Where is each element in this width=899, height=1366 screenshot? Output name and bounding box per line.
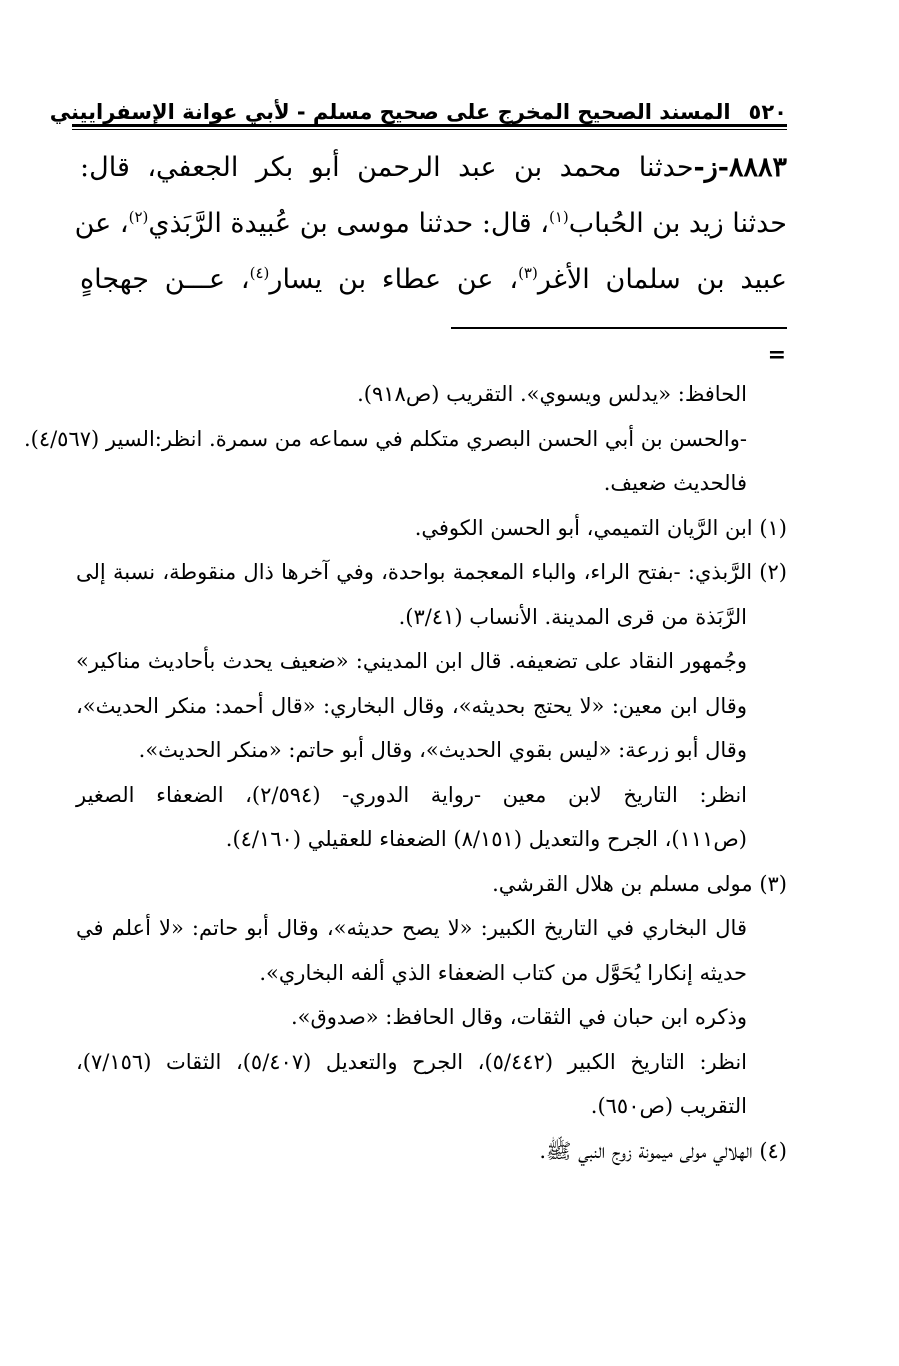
- footnote-2-line: وقال ابن معين: «لا يحتج بحديثه»، وقال البخاري: «قال أحمد: منكر الحديث»،: [76, 693, 747, 718]
- hadith-line-1: ٨٨٨٣-ز-حدثنا محمد بن عبد الرحمن أبو بكر الجعفي، قال:: [80, 152, 787, 183]
- footnote-2-line: انظر: التاريخ لابن معين -رواية الدوري- (٢/٥٩٤)، الضعفاء الصغير: [76, 782, 748, 807]
- hadith-number: ٨٨٨٣-ز-: [693, 152, 787, 183]
- footnote-carry-line: فالحديث ضعيف.: [603, 471, 747, 495]
- running-title: المسند الصحيح المخرج على صحيح مسلم - لأبي عوانة الإسفراييني: [49, 100, 731, 124]
- continuation-mark: =: [767, 342, 786, 368]
- header-rule-thin: [72, 129, 787, 130]
- hadith-text: [74, 140, 787, 308]
- footnote-2-line: الرَّبَذة من قرى المدينة. الأنساب (٣/٤١).: [398, 604, 747, 629]
- footnote-2-line: وقال أبو زرعة: «ليس بقوي الحديث»، وقال أبو حاتم: «منكر الحديث».: [138, 738, 747, 762]
- footnotes: [23, 372, 787, 1173]
- header-rule: [72, 124, 787, 127]
- running-header: [49, 80, 787, 124]
- footnote-3-line: وذكره ابن حبان في الثقات، وقال الحافظ: «صدوق».: [290, 1005, 747, 1029]
- footnote-3-line: انظر: التاريخ الكبير (٥/٤٤٢)، الجرح والتعديل (٥/٤٠٧)، الثقات (٧/١٥٦)،: [76, 1049, 748, 1074]
- footnote-3-line: التقريب (ص٦٥٠).: [590, 1094, 747, 1118]
- footnote-separator: [451, 327, 787, 329]
- footnote-1: (١) ابن الرَّيان التميمي، أبو الحسن الكوفي.: [414, 515, 787, 540]
- footnote-4: (٤) الهلالي مولى ميمونة زوج النبي ﷺ.: [539, 1138, 787, 1163]
- hadith-line-3: عبيد بن سلمان الأغر$^{(٣)}$، عن عطاء بن يسار$^{(٤)}$، عـــن جهجاهٍ: [80, 264, 787, 295]
- footnote-3-line: حديثه إنكارا يُحَوَّل من كتاب الضعفاء الذي ألفه البخاري».: [259, 960, 747, 985]
- footnote-ref-1[interactable]: (١): [548, 208, 569, 226]
- footnote-2-line: وجُمهور النقاد على تضعيفه. قال ابن المديني: «ضعيف يحدث بأحاديث مناكير»: [76, 649, 747, 673]
- footnote-3-line: (٣) مولى مسلم بن هلال القرشي.: [492, 871, 787, 896]
- footnote-ref-2[interactable]: (٢): [128, 208, 149, 226]
- footnote-carry-line: -والحسن بن أبي الحسن البصري متكلم في سماعه من سمرة. انظر:السير (٤/٥٦٧).: [23, 426, 747, 451]
- footnote-carry-line: الحافظ: «يدلس ويسوي». التقريب (ص٩١٨).: [357, 382, 747, 406]
- footnote-3-line: قال البخاري في التاريخ الكبير: «لا يصح حديثه»، وقال أبو حاتم: «لا أعلم في: [76, 916, 747, 940]
- footnote-2-line: (٢) الرَّبذي: -بفتح الراء، والباء المعجمة بواحدة، وفي آخرها ذال منقوطة، نسبة إلى: [76, 560, 787, 584]
- footnote-2-line: (ص١١١)، الجرح والتعديل (٨/١٥١) الضعفاء للعقيلي (٤/١٦٠).: [225, 827, 747, 851]
- hadith-line-2: حدثنا زيد بن الحُباب$^{(١)}$، قال: حدثنا موسى بن عُبيدة الرَّبَذي$^{(٢)}$، عن: [74, 208, 787, 239]
- footnote-ref-4[interactable]: (٤): [249, 264, 270, 282]
- footnote-ref-3[interactable]: (٣): [518, 264, 538, 282]
- page-number: ٥٢٠: [748, 100, 787, 124]
